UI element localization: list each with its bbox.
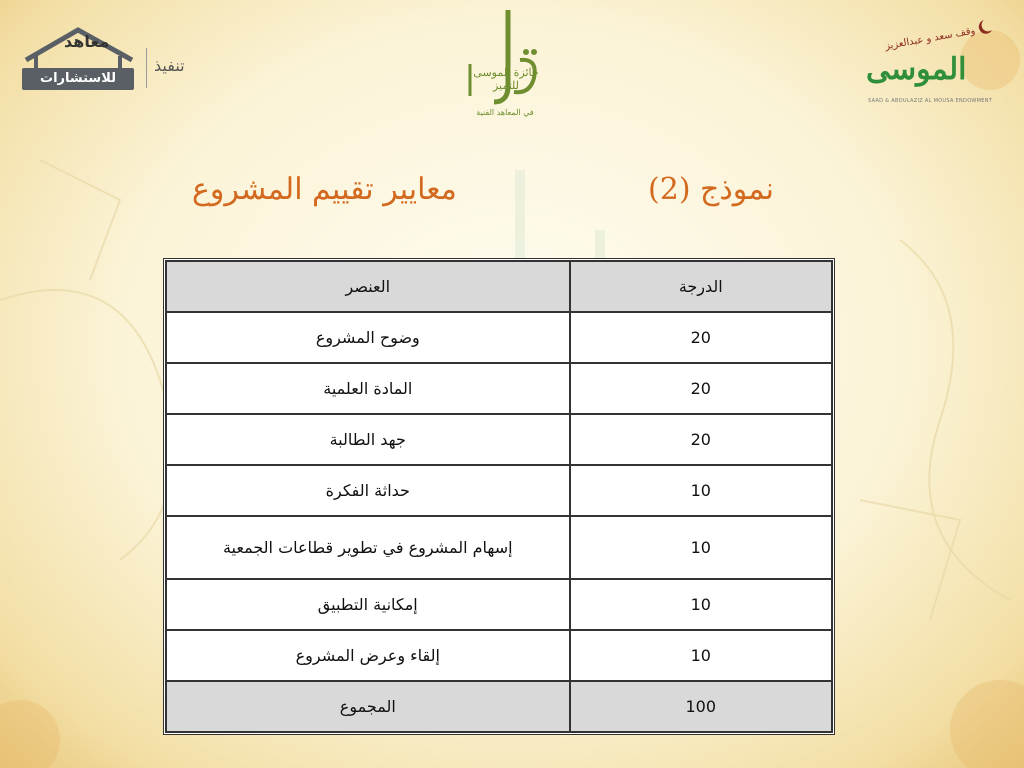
mousa-logo xyxy=(862,14,1002,110)
model-label: نموذج (2) xyxy=(648,172,774,207)
score-cell: 20 xyxy=(570,414,832,465)
mousa-name: الموسى xyxy=(866,52,967,87)
score-cell: 10 xyxy=(570,579,832,630)
criteria-table xyxy=(163,258,835,735)
item-cell: وضوح المشروع xyxy=(166,312,570,363)
mousa-english-line: SAAD & ABDULAZIZ AL MOUSA ENDOWMENT xyxy=(868,98,993,104)
item-cell: إمكانية التطبيق xyxy=(166,579,570,630)
table-total-row xyxy=(166,681,832,732)
item-cell: إلقاء وعرض المشروع xyxy=(166,630,570,681)
score-cell: 10 xyxy=(570,465,832,516)
table-row xyxy=(166,312,832,363)
score-cell: 20 xyxy=(570,312,832,363)
maahad-brand-sub: للاستشارات xyxy=(22,68,134,90)
table-row xyxy=(166,414,832,465)
score-cell: 10 xyxy=(570,516,832,579)
table-row xyxy=(166,363,832,414)
score-cell: 20 xyxy=(570,363,832,414)
table-row xyxy=(166,630,832,681)
item-cell: إسهام المشروع في تطوير قطاعات الجمعية xyxy=(166,516,570,579)
waqf-line: وقف سعد و عبدالعزيز xyxy=(884,25,977,53)
table-row xyxy=(166,516,832,579)
award-name: جائزة الموسى للتميز xyxy=(473,66,539,92)
header-score: الدرجة xyxy=(570,261,832,312)
item-cell: المادة العلمية xyxy=(166,363,570,414)
maahad-logo xyxy=(20,26,185,96)
award-logo xyxy=(460,8,550,124)
item-cell: حداثة الفكرة xyxy=(166,465,570,516)
header-item: العنصر xyxy=(166,261,570,312)
slide-title: معايير تقييم المشروع xyxy=(192,172,457,207)
total-item-cell: المجموع xyxy=(166,681,570,732)
score-cell: 10 xyxy=(570,630,832,681)
logo-divider xyxy=(146,48,147,88)
slide-title-row xyxy=(0,172,1024,222)
maahad-brand-name: معاهد xyxy=(64,32,110,51)
award-subtitle: في المعاهد الفنية xyxy=(476,108,534,117)
table-row xyxy=(166,465,832,516)
total-score-cell: 100 xyxy=(570,681,832,732)
exec-label: تنفيذ xyxy=(154,56,185,75)
table-row xyxy=(166,579,832,630)
item-cell: جهد الطالبة xyxy=(166,414,570,465)
table-header-row xyxy=(166,261,832,312)
